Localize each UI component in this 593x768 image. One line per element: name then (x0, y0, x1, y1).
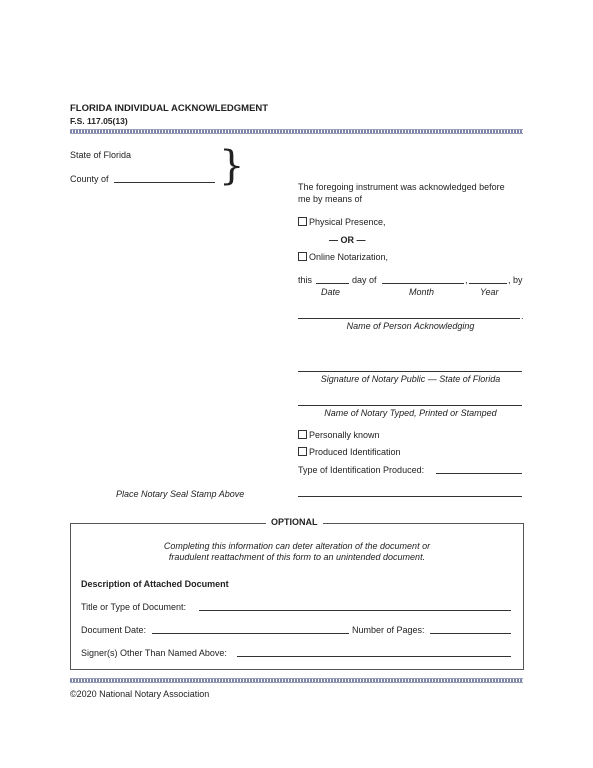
state-label: State of Florida (70, 150, 132, 160)
day-field[interactable] (316, 283, 349, 284)
top-decorative-border (70, 129, 523, 134)
statute-reference: F.S. 117.05(13) (70, 116, 128, 126)
month-field[interactable] (382, 283, 464, 284)
optional-heading: OPTIONAL (266, 517, 323, 528)
person-name-caption: Name of Person Acknowledging (346, 321, 475, 331)
online-notarization-checkbox[interactable] (298, 252, 307, 261)
id-type-field[interactable] (436, 473, 522, 474)
day-of-label: day of (352, 275, 377, 285)
other-signers-label: Signer(s) Other Than Named Above: (81, 648, 227, 658)
document-title-field[interactable] (199, 610, 511, 611)
or-divider: — OR — (329, 235, 366, 245)
person-name-field[interactable] (298, 318, 520, 319)
seal-caption: Place Notary Seal Stamp Above (116, 489, 245, 499)
by-label: , by (508, 275, 523, 285)
personally-known-option[interactable] (298, 430, 380, 441)
month-caption: Month (409, 287, 435, 297)
other-signers-field[interactable] (237, 656, 511, 657)
form-title: FLORIDA INDIVIDUAL ACKNOWLEDGMENT (70, 103, 269, 114)
id-type-label: Type of Identification Produced: (298, 465, 425, 475)
venue-brace: } (219, 143, 245, 189)
county-label: County of (70, 174, 109, 184)
signature-caption: Signature of Notary Public — State of Florida (320, 374, 501, 384)
document-title-label: Title or Type of Document: (81, 602, 187, 612)
bottom-decorative-border (70, 678, 523, 683)
this-label: this (298, 275, 313, 285)
personally-known-label: Personally known (309, 430, 380, 440)
intro-line-1: The foregoing instrument was acknowledged before (298, 182, 505, 192)
number-of-pages-label: Number of Pages: (352, 625, 425, 635)
notary-typed-name-field[interactable] (298, 405, 522, 406)
date-comma: , (465, 275, 468, 285)
year-field[interactable] (469, 283, 507, 284)
seal-line (298, 496, 522, 497)
date-caption: Date (321, 287, 341, 297)
online-notarization-option[interactable] (298, 252, 388, 263)
county-field[interactable] (114, 182, 215, 183)
physical-presence-option[interactable] (298, 217, 386, 228)
produced-id-checkbox[interactable] (298, 447, 307, 456)
produced-id-option[interactable] (298, 447, 401, 458)
year-caption: Year (480, 287, 499, 297)
optional-note-line-1: Completing this information can deter alteration of the document or (163, 541, 431, 551)
online-notarization-label: Online Notarization, (309, 252, 389, 262)
physical-presence-label: Physical Presence, (309, 217, 386, 227)
name-period: . (521, 311, 524, 321)
number-of-pages-field[interactable] (430, 633, 511, 634)
document-date-field[interactable] (152, 633, 349, 634)
intro-line-2: me by means of (298, 194, 363, 204)
attached-document-title: Description of Attached Document (81, 579, 229, 589)
produced-id-label: Produced Identification (309, 447, 401, 457)
typed-name-caption: Name of Notary Typed, Printed or Stamped (324, 408, 497, 418)
notary-signature-field[interactable] (298, 371, 522, 372)
physical-presence-checkbox[interactable] (298, 217, 307, 226)
copyright-notice: ©2020 National Notary Association (70, 689, 210, 699)
document-date-label: Document Date: (81, 625, 147, 635)
personally-known-checkbox[interactable] (298, 430, 307, 439)
optional-note-line-2: fraudulent reattachment of this form to an unintended document. (168, 552, 426, 562)
